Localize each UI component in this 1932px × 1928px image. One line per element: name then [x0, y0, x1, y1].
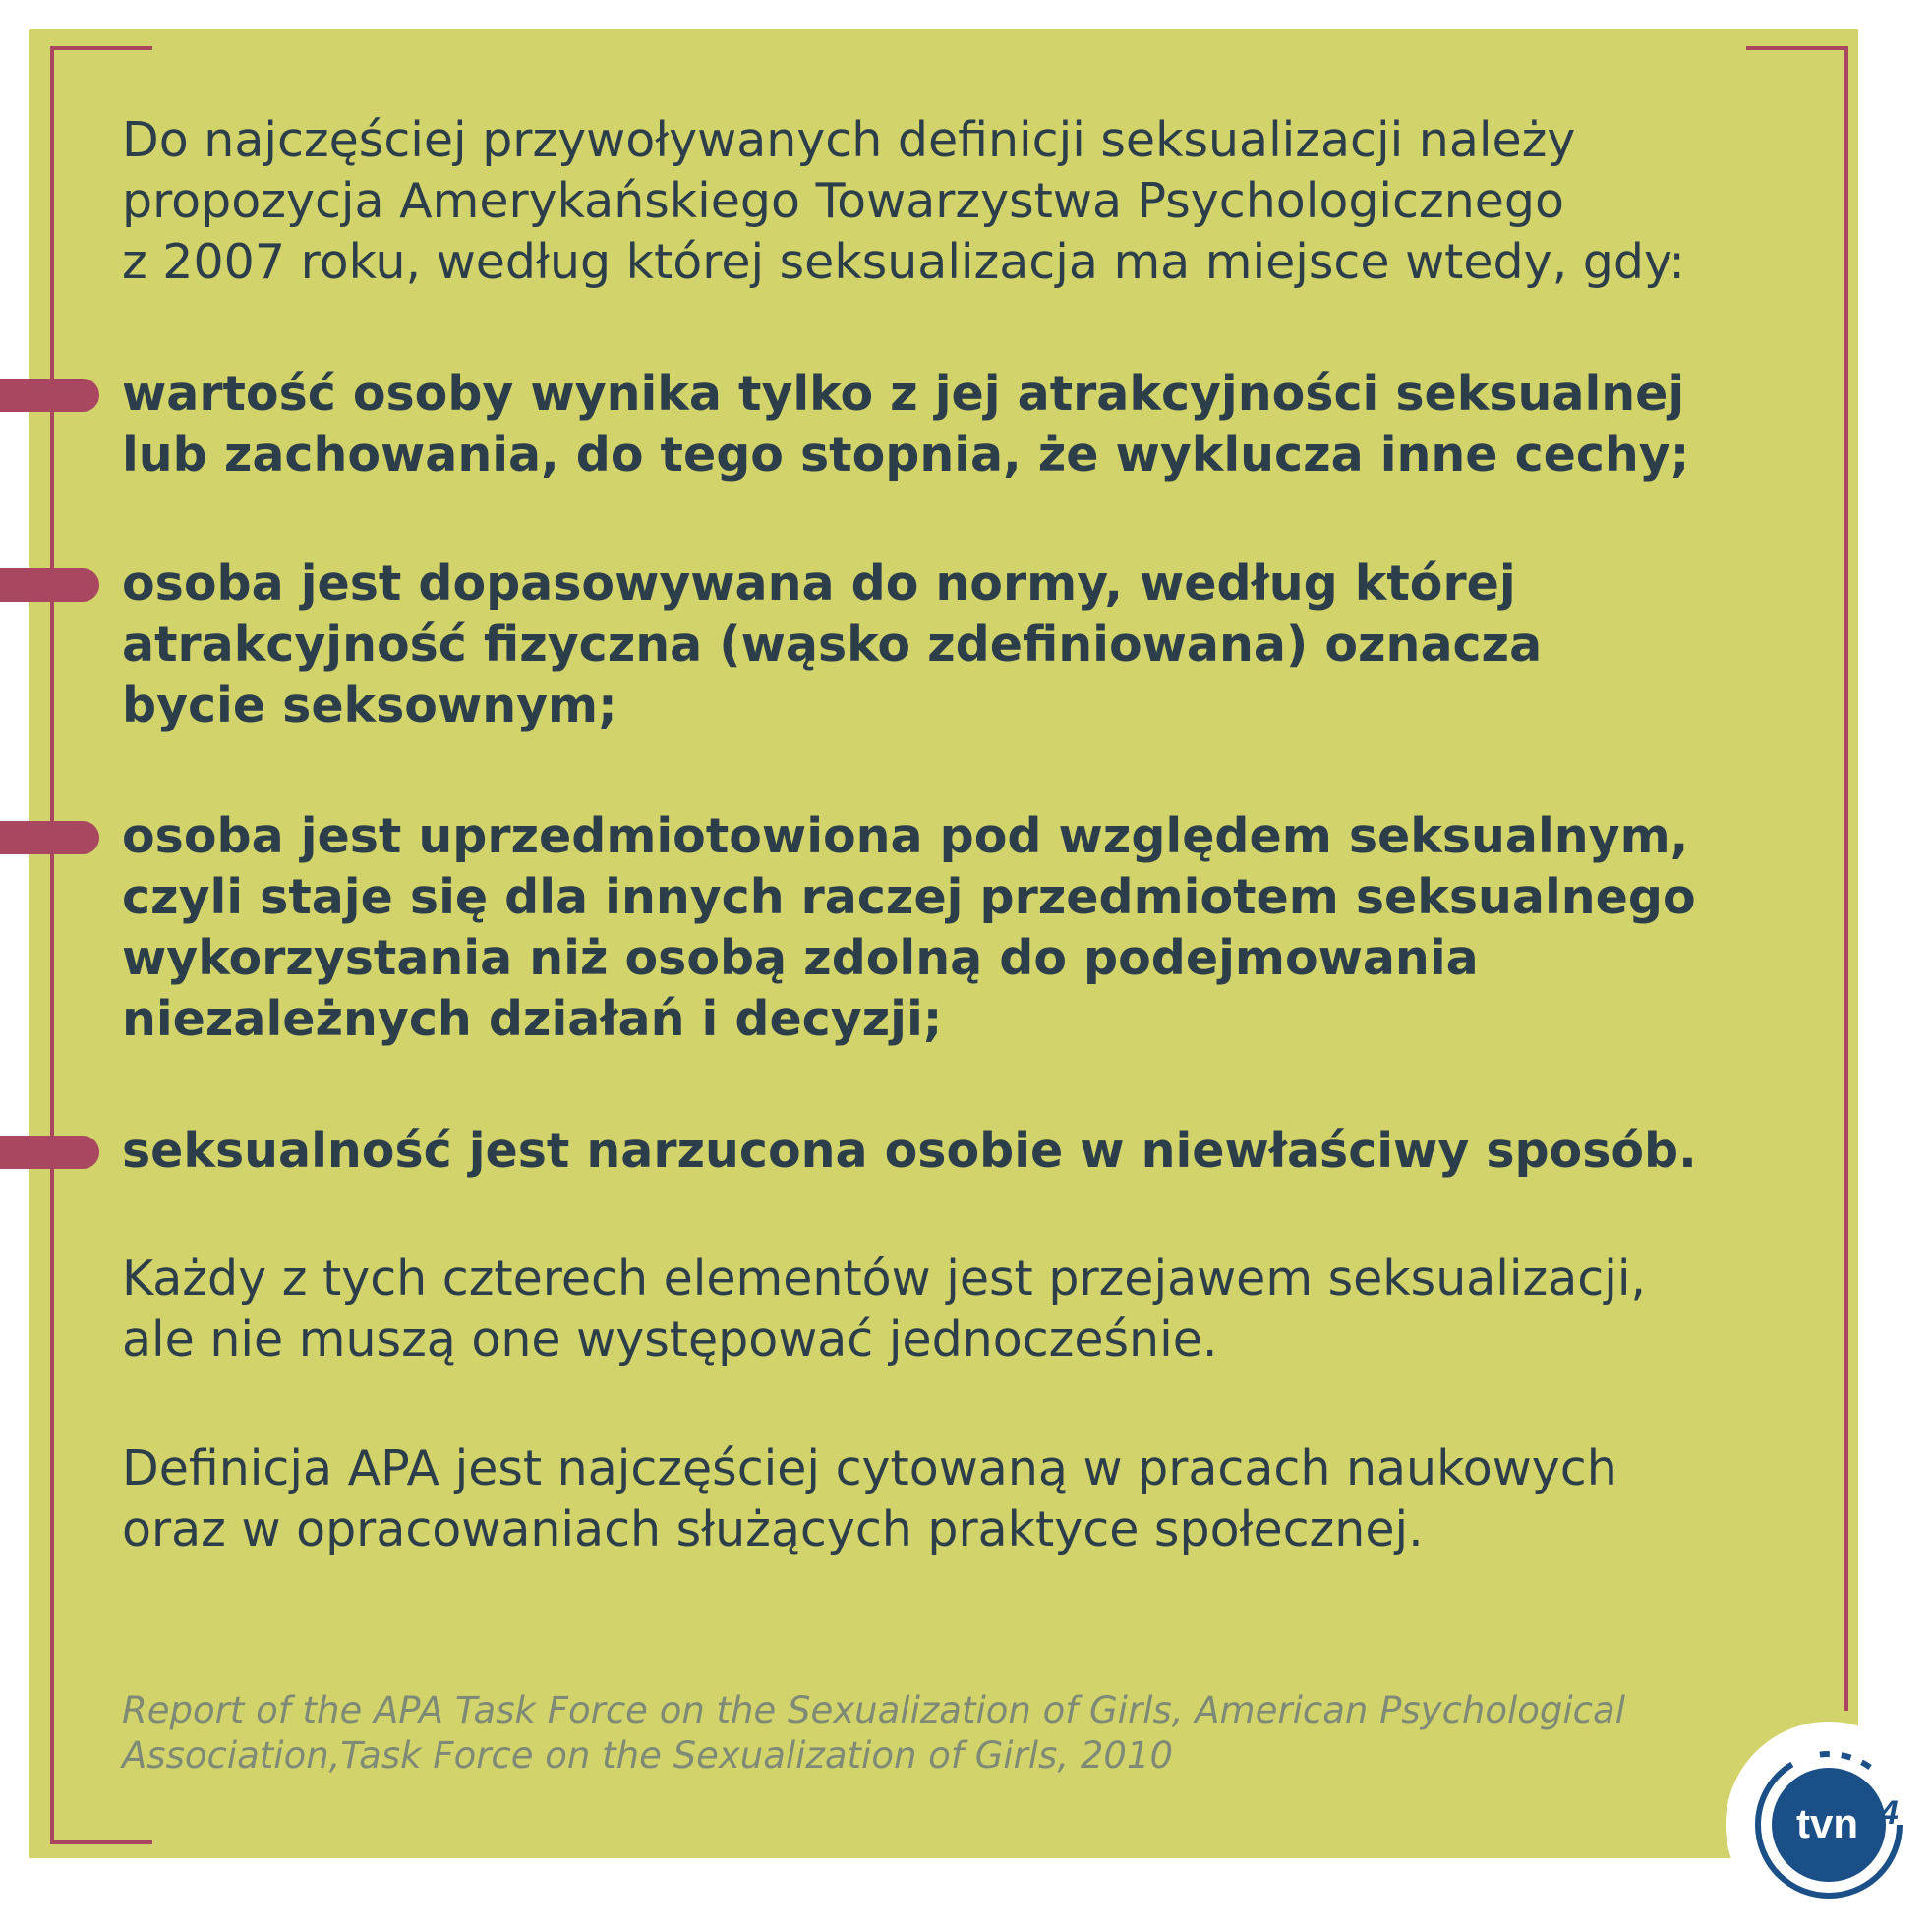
tvn24-logo-icon — [1726, 1722, 1932, 1928]
bullet-item-3 — [122, 806, 1696, 1050]
bullet-marker-1 — [0, 379, 99, 412]
summary-paragraph — [122, 1249, 1646, 1371]
intro-line: Do najczęściej przywoływanych definicji seksualizacji należy — [122, 112, 1576, 168]
frame-bottom-left-corner — [50, 1840, 152, 1844]
paragraph-line: oraz w opracowaniach służących praktyce społecznej. — [122, 1501, 1424, 1557]
paragraph-line: Każdy z tych czterech elementów jest przejawem seksualizacji, — [122, 1251, 1647, 1307]
intro-line: propozycja Amerykańskiego Towarzystwa Psychologicznego — [122, 173, 1564, 229]
bullet-line: atrakcyjność fizyczna (wąsko zdefiniowana) oznacza — [122, 616, 1543, 672]
intro-line: z 2007 roku, według której seksualizacja ma miejsce wtedy, gdy: — [122, 234, 1685, 290]
bullet-item-2 — [122, 554, 1542, 736]
source-line: Association,Task Force on the Sexualization of Girls, 2010 — [122, 1734, 1174, 1777]
paragraph-line: Definicja APA jest najczęściej cytowaną w pracach naukowych — [122, 1440, 1617, 1496]
bullet-item-1 — [122, 364, 1689, 486]
bullet-line: wartość osoby wynika tylko z jej atrakcyjności seksualnej — [122, 366, 1685, 422]
bullet-line: osoba jest uprzedmiotowiona pod względem seksualnym, — [122, 808, 1689, 864]
bullet-line: niezależnych działań i decyzji; — [122, 991, 943, 1047]
citation-paragraph — [122, 1438, 1617, 1560]
bullet-line: czyli staje się dla innych raczej przedmiotem seksualnego — [122, 869, 1696, 925]
source-line: Report of the APA Task Force on the Sexualization of Girls, American Psychological — [122, 1689, 1625, 1731]
bullet-marker-3 — [0, 821, 99, 854]
frame-left-line — [50, 46, 54, 1844]
bullet-marker-4 — [0, 1136, 99, 1169]
bullet-line: seksualność jest narzucona osobie w niewłaściwy sposób. — [122, 1123, 1697, 1179]
bullet-line: lub zachowania, do tego stopnia, że wyklucza inne cechy; — [122, 427, 1690, 483]
frame-right-line — [1844, 46, 1848, 1711]
bullet-line: osoba jest dopasowywana do normy, według której — [122, 555, 1516, 612]
logo-text: tvn — [1796, 1800, 1858, 1846]
frame-top-left-corner — [50, 46, 152, 50]
intro-paragraph — [122, 110, 1685, 293]
paragraph-line: ale nie muszą one występować jednocześnie. — [122, 1312, 1218, 1368]
bullet-marker-2 — [0, 568, 99, 602]
logo-number: 24 — [1861, 1794, 1899, 1832]
bullet-line: wykorzystania niż osobą zdolną do podejmowania — [122, 930, 1479, 986]
source-note — [122, 1688, 1625, 1779]
frame-top-right-corner — [1746, 46, 1848, 50]
bullet-item-4 — [122, 1121, 1697, 1182]
bullet-line: bycie seksownym; — [122, 677, 617, 733]
tvn24-logo — [1726, 1722, 1932, 1928]
